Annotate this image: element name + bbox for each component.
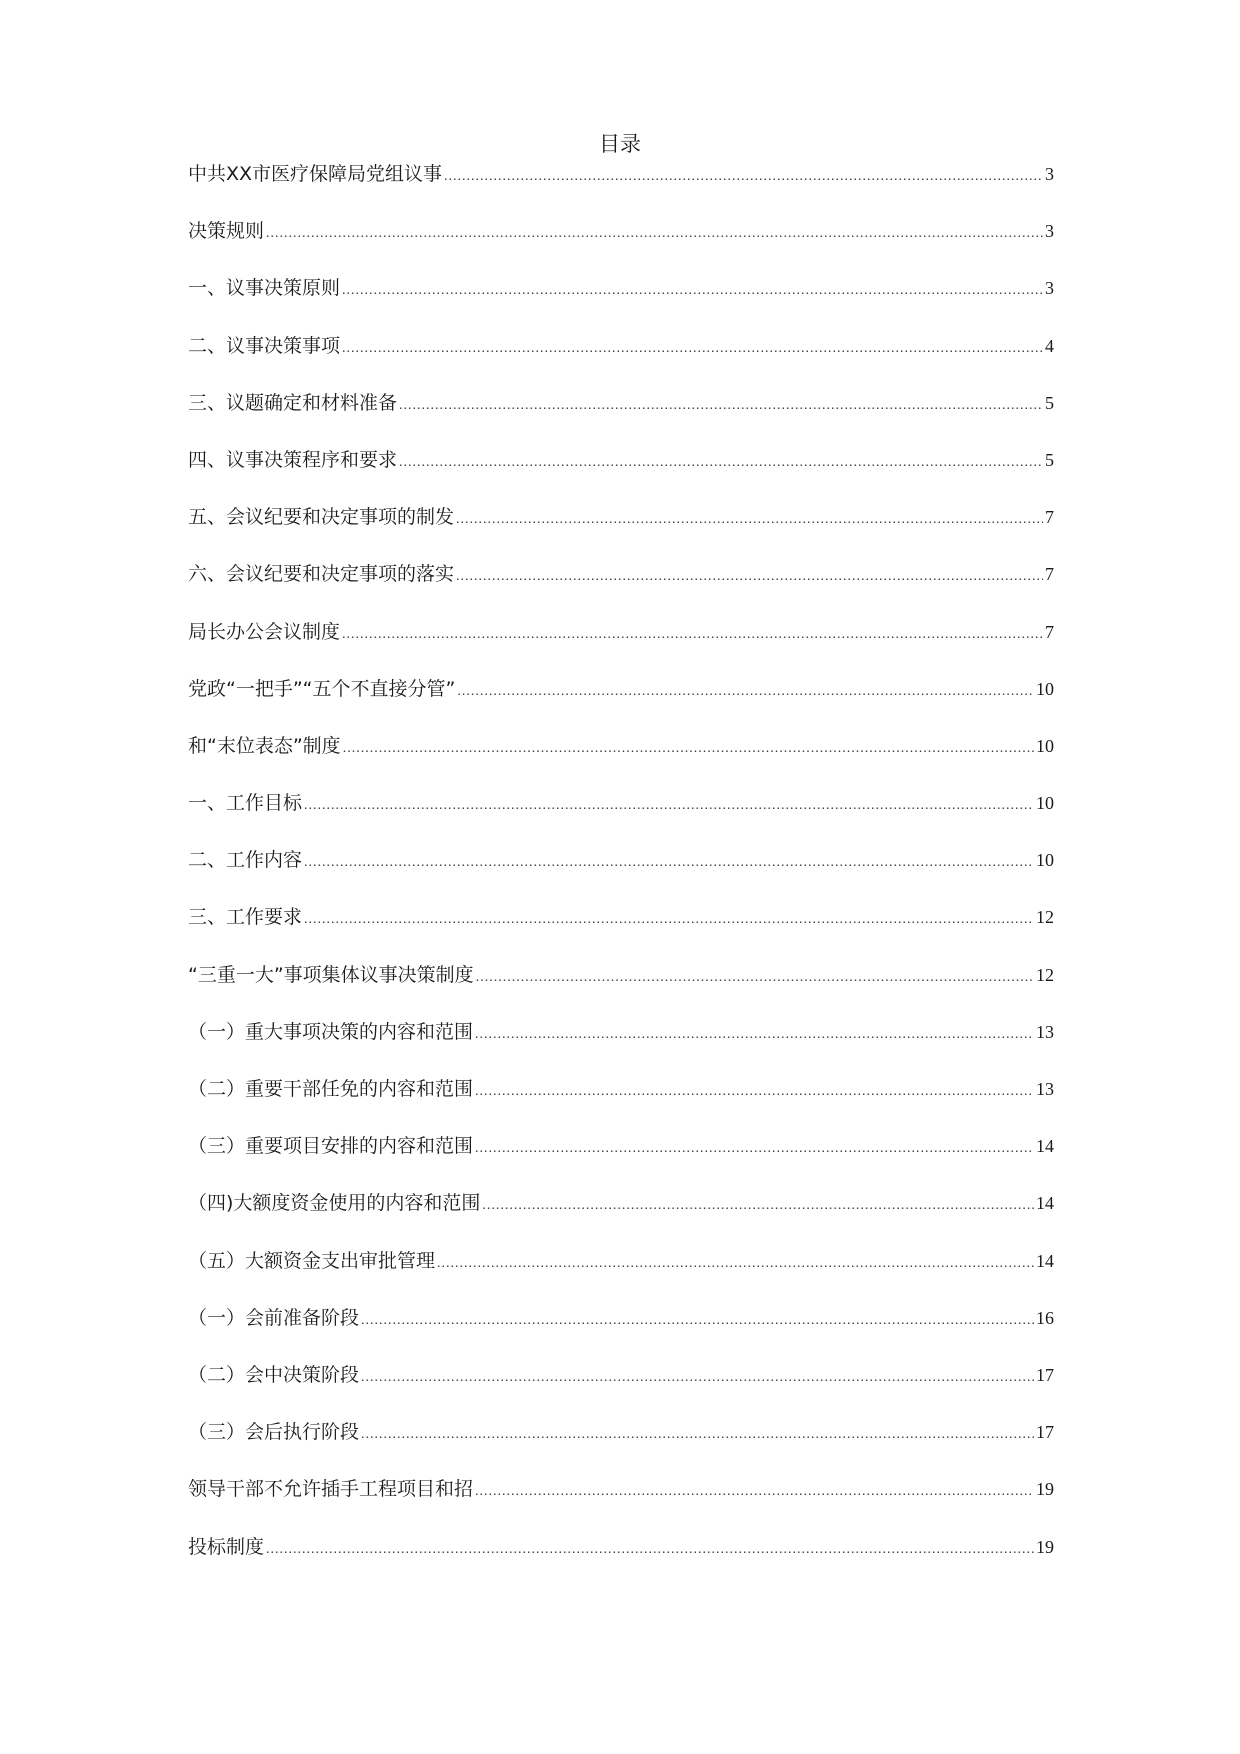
toc-entry-label: 和“末位表态”制度 [188, 734, 341, 757]
toc-entry[interactable] [188, 503, 1054, 560]
toc-entry[interactable] [188, 1418, 1054, 1475]
toc-entry[interactable] [188, 961, 1054, 1018]
toc-entry-label: （五）大额资金支出审批管理 [188, 1249, 436, 1272]
toc-dot-leader [399, 392, 1043, 420]
toc-entry-label: 决策规则 [188, 220, 265, 243]
toc-dot-leader [399, 449, 1043, 477]
toc-entry[interactable] [188, 560, 1054, 617]
toc-entry[interactable] [188, 789, 1054, 846]
toc-entry-label: 三、议题确定和材料准备 [188, 391, 398, 414]
toc-entry-label: （一）会前准备阶段 [188, 1306, 360, 1329]
toc-entry-label: 四、议事决策程序和要求 [188, 448, 398, 471]
toc-entry[interactable] [188, 618, 1054, 675]
toc-entry-page-number: 7 [1045, 564, 1054, 585]
toc-entry-label: （一）重大事项决策的内容和范围 [188, 1020, 474, 1043]
toc-entry-page-number: 17 [1036, 1422, 1054, 1443]
toc-entry[interactable] [188, 1132, 1054, 1189]
toc-entry-page-number: 13 [1036, 1021, 1054, 1042]
toc-entry-label: （三）重要项目安排的内容和范围 [188, 1135, 474, 1158]
toc-entry[interactable] [188, 903, 1054, 960]
toc-dot-leader [342, 277, 1043, 305]
toc-entry-page-number: 5 [1045, 449, 1054, 470]
toc-title: 目录 [599, 132, 641, 156]
toc-entry-page-number: 13 [1036, 1079, 1054, 1099]
toc-list [188, 160, 1054, 1590]
toc-entry[interactable] [188, 1475, 1054, 1532]
toc-dot-leader [342, 335, 1043, 363]
toc-entry-label: 投标制度 [188, 1535, 265, 1558]
toc-entry-label: 党政“一把手”“五个不直接分管” [188, 677, 456, 700]
toc-entry-page-number: 19 [1036, 1536, 1054, 1557]
toc-dot-leader [482, 1192, 1034, 1220]
toc-dot-leader [475, 1135, 1034, 1163]
toc-dot-leader [475, 1478, 1034, 1506]
toc-dot-leader [475, 1021, 1034, 1049]
toc-dot-leader [476, 964, 1034, 992]
toc-entry[interactable] [188, 274, 1054, 331]
toc-entry-page-number: 16 [1036, 1307, 1054, 1328]
toc-dot-leader [437, 1250, 1034, 1278]
toc-entry-page-number: 10 [1036, 850, 1054, 871]
toc-dot-leader [266, 220, 1043, 248]
toc-dot-leader [343, 735, 1034, 763]
toc-entry-label: 六、会议纪要和决定事项的落实 [188, 563, 455, 586]
toc-entry[interactable] [188, 1247, 1054, 1304]
toc-entry-page-number: 14 [1036, 1193, 1054, 1214]
toc-entry[interactable] [188, 160, 1054, 217]
toc-dot-leader [456, 506, 1043, 534]
toc-entry-page-number: 3 [1045, 164, 1054, 184]
toc-dot-leader [475, 1078, 1034, 1106]
toc-entry-label: 局长办公会议制度 [188, 620, 341, 643]
toc-entry-page-number: 14 [1036, 1250, 1054, 1271]
toc-entry[interactable] [188, 732, 1054, 789]
toc-entry-page-number: 4 [1045, 335, 1054, 356]
toc-entry-page-number: 14 [1036, 1136, 1054, 1157]
toc-entry-label: 二、工作内容 [188, 849, 303, 872]
toc-entry-page-number: 5 [1045, 392, 1054, 413]
toc-dot-leader [361, 1307, 1034, 1335]
toc-entry-label: 中共XX市医疗保障局党组议事 [188, 163, 443, 185]
toc-entry-label: 三、工作要求 [188, 906, 303, 929]
toc-dot-leader [456, 563, 1043, 591]
toc-entry-page-number: 3 [1045, 278, 1054, 299]
toc-entry[interactable] [188, 1189, 1054, 1246]
toc-entry[interactable] [188, 332, 1054, 389]
toc-entry[interactable] [188, 1304, 1054, 1361]
toc-entry-label: 五、会议纪要和决定事项的制发 [188, 506, 455, 529]
toc-entry-label: 领导干部不允许插手工程项目和招 [188, 1478, 474, 1501]
toc-entry[interactable] [188, 1361, 1054, 1418]
toc-entry-page-number: 10 [1036, 678, 1054, 699]
toc-entry-label: （二）重要干部任免的内容和范围 [188, 1078, 474, 1100]
toc-dot-leader [342, 621, 1043, 649]
toc-entry[interactable] [188, 446, 1054, 503]
toc-entry[interactable] [188, 1018, 1054, 1075]
toc-entry-page-number: 7 [1045, 621, 1054, 642]
toc-entry-label: （四)大额度资金使用的内容和范围 [188, 1192, 481, 1215]
toc-dot-leader [361, 1421, 1034, 1449]
toc-dot-leader [304, 792, 1034, 820]
toc-entry[interactable] [188, 1075, 1054, 1132]
toc-entry-label: （三）会后执行阶段 [188, 1421, 360, 1444]
toc-entry-page-number: 10 [1036, 735, 1054, 756]
toc-entry-page-number: 7 [1045, 507, 1054, 528]
toc-entry-label: 二、议事决策事项 [188, 334, 341, 357]
toc-entry-label: （二）会中决策阶段 [188, 1363, 360, 1386]
toc-entry-page-number: 12 [1036, 907, 1054, 928]
toc-dot-leader [361, 1364, 1034, 1392]
toc-entry[interactable] [188, 217, 1054, 274]
toc-dot-leader [457, 678, 1034, 706]
toc-dot-leader [266, 1536, 1034, 1564]
toc-entry[interactable] [188, 389, 1054, 446]
toc-entry-label: “三重一大”事项集体议事决策制度 [188, 963, 474, 986]
toc-entry[interactable] [188, 1533, 1054, 1590]
toc-entry-page-number: 12 [1036, 964, 1054, 985]
toc-entry-page-number: 19 [1036, 1479, 1054, 1500]
toc-dot-leader [304, 906, 1034, 934]
toc-dot-leader [304, 849, 1034, 877]
toc-entry-label: 一、议事决策原则 [188, 277, 341, 300]
toc-entry-page-number: 17 [1036, 1364, 1054, 1385]
toc-entry-page-number: 3 [1045, 221, 1054, 242]
toc-entry[interactable] [188, 846, 1054, 903]
toc-entry-page-number: 10 [1036, 793, 1054, 814]
toc-dot-leader [444, 163, 1043, 191]
toc-entry-label: 一、工作目标 [188, 792, 303, 815]
toc-entry[interactable] [188, 675, 1054, 732]
